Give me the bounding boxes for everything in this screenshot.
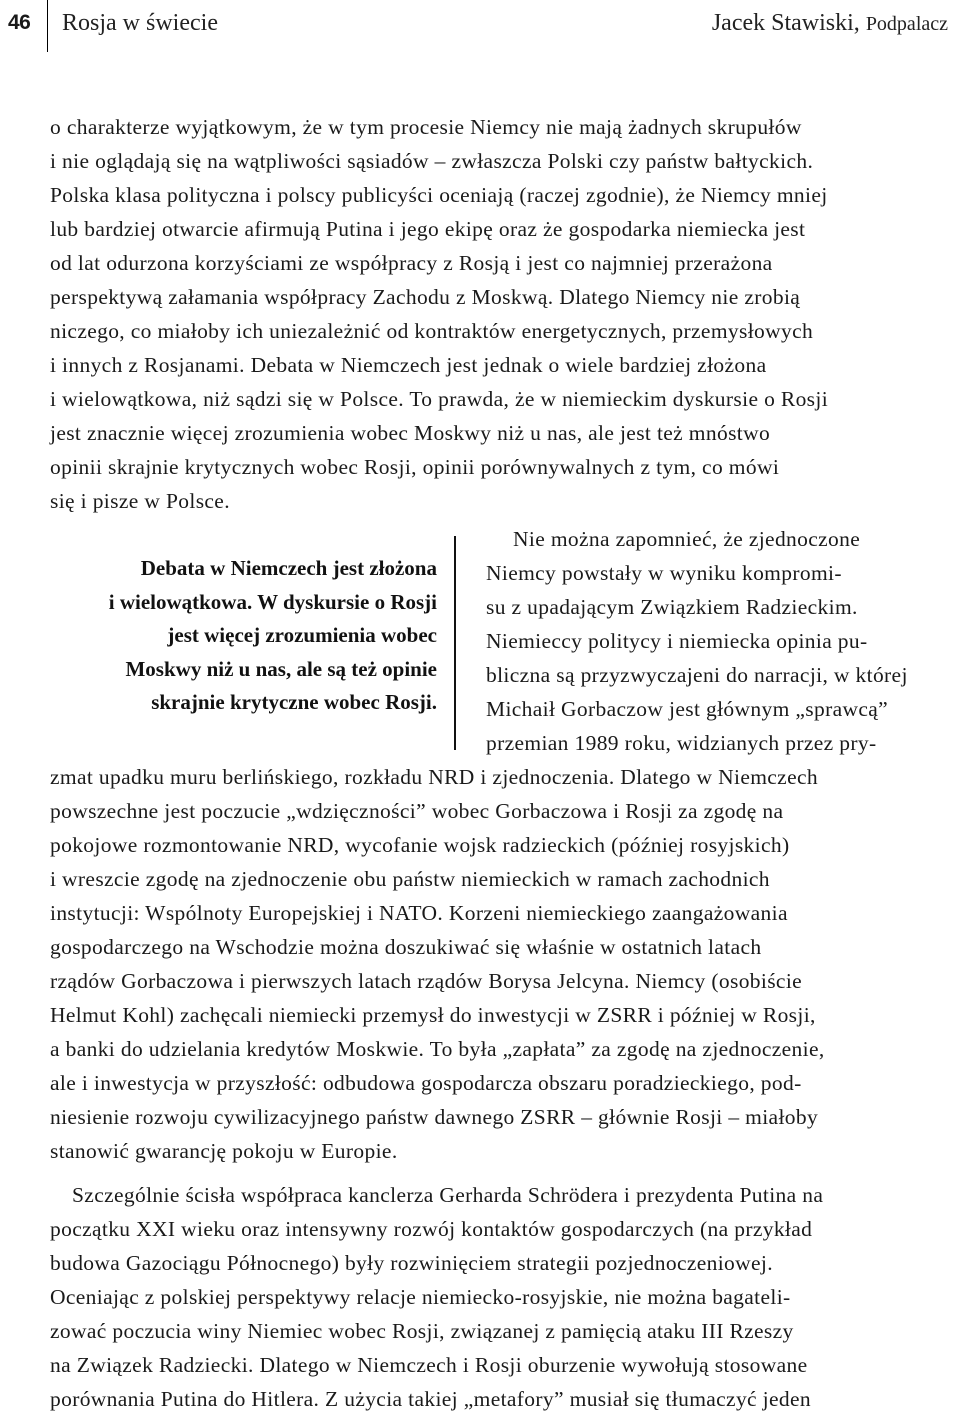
- paragraph-line: lub bardziej otwarcie afirmują Putina i jego ekipę oraz że gospodarka niemiecka jest: [50, 217, 806, 241]
- paragraph-line: i innych z Rosjanami. Debata w Niemczech jest jednak o wiele bardziej złożona: [50, 353, 767, 377]
- paragraph-line: powszechne jest poczucie „wdzięczności” wobec Gorbaczowa i Rosji za zgodę na: [50, 799, 784, 823]
- paragraph-line: a banki do udzielania kredytów Moskwie. To była „zapłata” za zgodę na zjednoczenie,: [50, 1037, 825, 1061]
- pull-quote-rule: [454, 536, 456, 750]
- paragraph-line: o charakterze wyjątkowym, że w tym procesie Niemcy nie mają żadnych skrupułów: [50, 115, 802, 139]
- paragraph-line: Michaił Gorbaczow jest głównym „sprawcą”: [486, 697, 889, 721]
- pull-quote-line: skrajnie krytyczne wobec Rosji.: [151, 690, 437, 714]
- paragraph-line: ale i inwestycja w przyszłość: odbudowa gospodarcza obszaru poradzieckiego, pod-: [50, 1071, 802, 1095]
- paragraph-line: budowa Gazociągu Północnego) były rozwinięciem strategii pozjednoczeniowej.: [50, 1251, 773, 1275]
- paragraph-line: Niemieccy politycy i niemiecka opinia pu-: [486, 629, 868, 653]
- paragraph-line: Polska klasa polityczna i polscy publicyści oceniają (raczej zgodnie), że Niemcy mniej: [50, 183, 828, 207]
- section-title: Rosja w świecie: [62, 10, 218, 36]
- paragraph-line: rządów Gorbaczowa i pierwszych latach rządów Borysa Jelcyna. Niemcy (osobiście: [50, 969, 803, 993]
- paragraph-line: gospodarczego na Wschodzie można doszukiwać się właśnie w ostatnich latach: [50, 935, 762, 959]
- page-number: 46: [8, 11, 31, 34]
- paragraph-line: opinii skrajnie krytycznych wobec Rosji, opinii porównywalnych z tym, co mówi: [50, 455, 780, 479]
- running-header: [0, 0, 960, 56]
- author-name: Jacek Stawiski,: [711, 10, 860, 36]
- paragraph-line: zmat upadku muru berlińskiego, rozkładu NRD i zjednoczenia. Dlatego w Niemczech: [50, 765, 818, 789]
- paragraph-line: Niemcy powstały w wyniku kompromi-: [486, 561, 842, 585]
- paragraph-line: zować poczucia winy Niemiec wobec Rosji, związanej z pamięcią ataku III Rzeszy: [50, 1319, 794, 1343]
- paragraph-line: przemian 1989 roku, widzianych przez pry-: [486, 731, 877, 755]
- pull-quote-line: jest więcej zrozumienia wobec: [167, 623, 437, 647]
- paragraph-line: niesienie rozwoju cywilizacyjnego państw dawnego ZSRR – głównie Rosji – miałoby: [50, 1105, 819, 1129]
- paragraph-line: na Związek Radziecki. Dlatego w Niemczech i Rosji oburzenie wywołują stosowane: [50, 1353, 808, 1377]
- paragraph-line: su z upadającym Związkiem Radzieckim.: [486, 595, 858, 619]
- paragraph-line: początku XXI wieku oraz intensywny rozwój kontaktów gospodarczych (na przykład: [50, 1217, 813, 1241]
- paragraph-line: i wreszcie zgodę na zjednoczenie obu państw niemieckich w ramach zachodnich: [50, 867, 770, 891]
- paragraph-line: Oceniając z polskiej perspektywy relacje niemiecko-rosyjskie, nie można bagateli-: [50, 1285, 791, 1309]
- header-divider: [47, 0, 48, 52]
- pull-quote-line: Moskwy niż u nas, ale są też opinie: [125, 656, 437, 681]
- paragraph-line: bliczna są przyzwyczajeni do narracji, w której: [486, 663, 908, 687]
- running-author: [712, 10, 948, 37]
- paragraph-line: instytucji: Wspólnoty Europejskiej i NATO. Korzeni niemieckiego zaangażowania: [50, 901, 788, 925]
- paragraph-line: pokojowe rozmontowanie NRD, wycofanie wojsk radzieckich (później rosyjskich): [50, 833, 790, 857]
- paragraph-line: się i pisze w Polsce.: [50, 489, 230, 513]
- paragraph-line: od lat odurzona korzyściami ze współpracy z Rosją i jest co najmniej przerażona: [50, 251, 773, 275]
- paragraph-line: i wielowątkowa, niż sądzi się w Polsce. To prawda, że w niemieckim dyskursie o Rosji: [50, 387, 829, 411]
- paragraph-line: perspektywą załamania współpracy Zachodu z Moskwą. Dlatego Niemcy nie zrobią: [50, 285, 801, 309]
- paragraph-line: Nie można zapomnieć, że zjednoczone: [513, 527, 861, 551]
- paragraph-line: Helmut Kohl) zachęcali niemiecki przemysł do inwestycji w ZSRR i później w Rosji,: [50, 1003, 816, 1027]
- paragraph-line: stanowić gwarancję pokoju w Europie.: [50, 1139, 398, 1163]
- paragraph-line: Szczególnie ścisła współpraca kanclerza Gerharda Schrödera i prezydenta Putina na: [72, 1183, 824, 1207]
- chapter-title: Podpalacz: [865, 13, 948, 35]
- paragraph-line: i nie oglądają się na wątpliwości sąsiadów – zwłaszcza Polski czy państw bałtyckich.: [50, 149, 814, 173]
- paragraph-line: niczego, co miałoby ich uniezależnić od kontraktów energetycznych, przemysłowych: [50, 319, 814, 343]
- pull-quote-line: Debata w Niemczech jest złożona: [140, 556, 437, 580]
- paragraph-line: jest znacznie więcej zrozumienia wobec Moskwy niż u nas, ale jest też mnóstwo: [50, 421, 771, 445]
- paragraph-line: porównania Putina do Hitlera. Z użycia takiej „metafory” musiał się tłumaczyć jeden: [50, 1387, 811, 1411]
- pull-quote-line: i wielowątkowa. W dyskursie o Rosji: [108, 589, 437, 614]
